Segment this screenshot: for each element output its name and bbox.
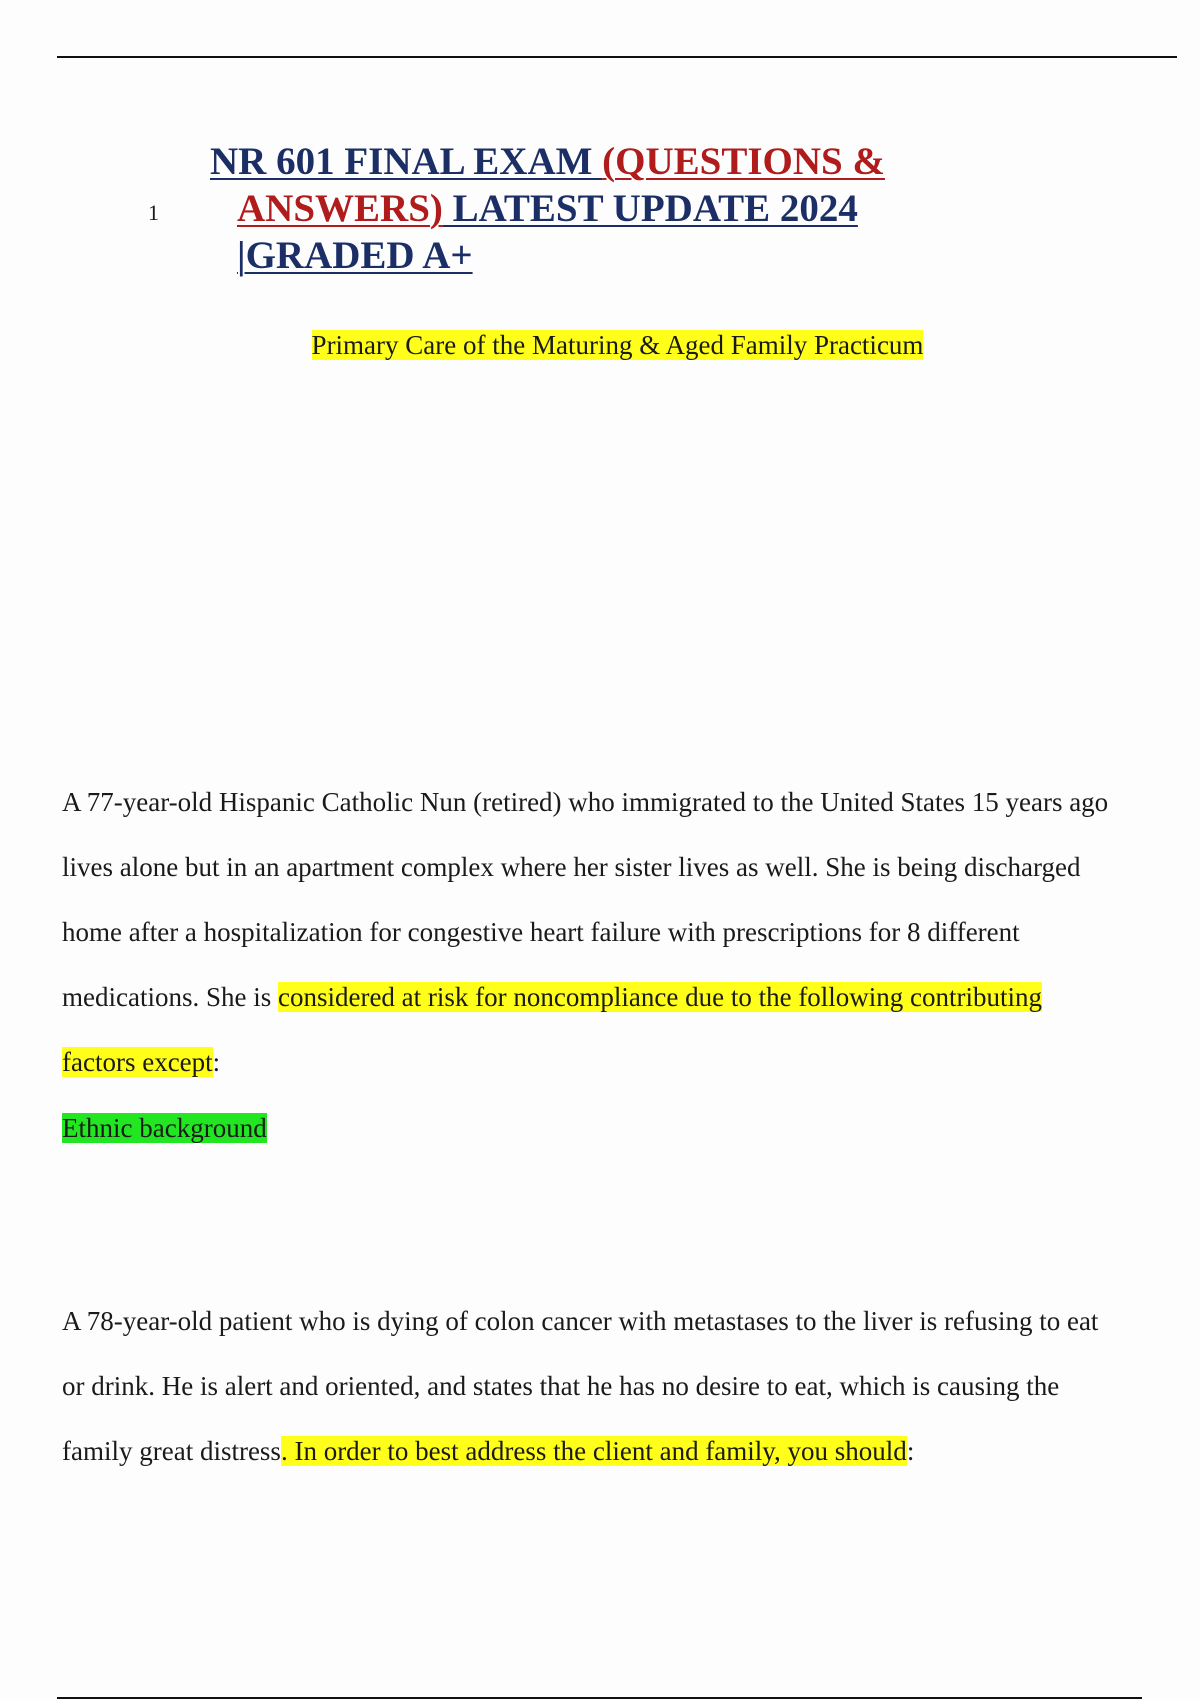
title-answers: ANSWERS) — [237, 187, 443, 230]
document-title — [210, 138, 970, 279]
question-2-highlight: . In order to best address the client and family, you should — [280, 1436, 907, 1466]
question-1-colon: : — [212, 1047, 221, 1077]
title-grade: |GRADED A+ — [237, 234, 473, 277]
answer-text: Ethnic background — [62, 1113, 267, 1143]
question-2 — [62, 1289, 1122, 1484]
question-1 — [62, 770, 1122, 1095]
top-rule — [57, 56, 1177, 58]
question-1-highlight: considered at risk for noncompliance due to the following contributing factors except — [62, 982, 1043, 1077]
title-update: LATEST UPDATE 2024 — [442, 187, 858, 230]
question-2-colon: : — [906, 1436, 915, 1466]
subtitle — [0, 330, 1200, 361]
question-2-stem: A 78-year-old patient who is dying of colon cancer with metastases to the liver is refusing to eat or drink. He is alert and oriented, and states that he has no desire to eat, which is causing the family great distress — [62, 1306, 1099, 1466]
question-1-answer — [62, 1108, 267, 1148]
title-questions: (QUESTIONS & — [602, 140, 885, 183]
page-number: 1 — [148, 200, 159, 225]
question-1-stem: A 77-year-old Hispanic Catholic Nun (retired) who immigrated to the United States 15 years ago lives alone but in an apartment complex where her sister lives as well. She is being discharged home after a hospitalization for congestive heart failure with prescriptions for 8 different medications. She is — [62, 787, 1109, 1012]
subtitle-text: Primary Care of the Maturing & Aged Family Practicum — [311, 330, 924, 360]
title-course: NR 601 FINAL EXAM — [210, 140, 603, 183]
bottom-rule — [57, 1697, 1142, 1699]
